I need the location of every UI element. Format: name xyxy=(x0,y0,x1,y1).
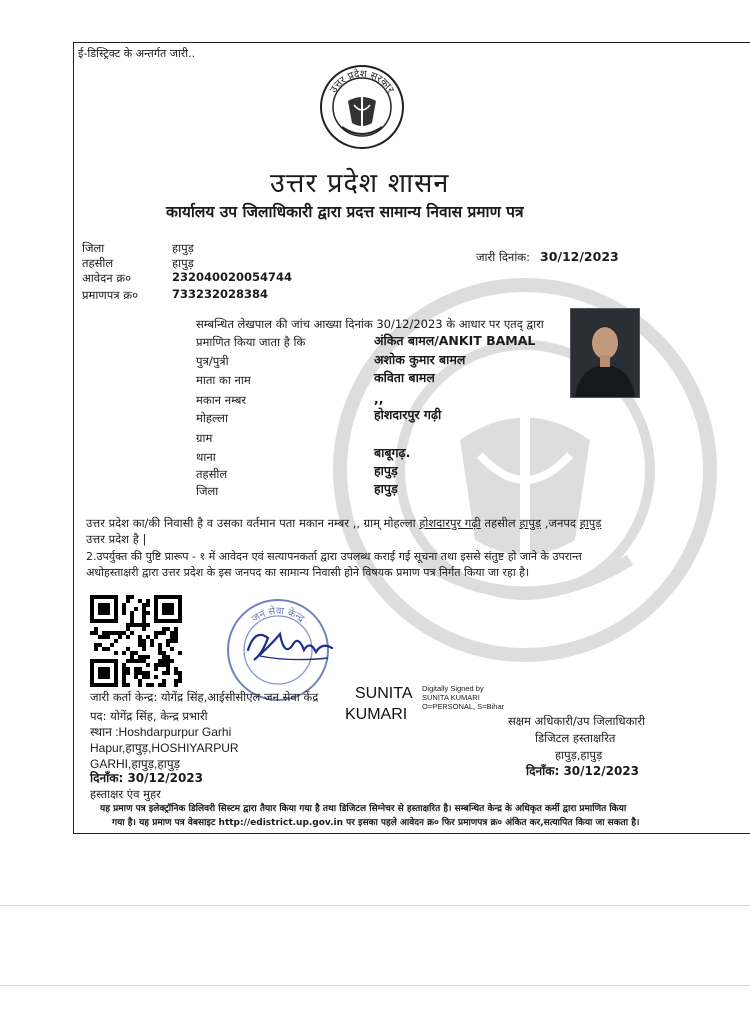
svg-text:उत्तर प्रदेश सरकार xyxy=(328,68,396,96)
applicant-photo xyxy=(570,308,640,398)
up-government-emblem xyxy=(318,63,406,151)
detail-label-parent: पुत्र/पुत्री xyxy=(196,354,229,368)
certificate-label: प्रमाणपत्र क्र० xyxy=(82,288,139,302)
digital-signer-name-1: SUNITA xyxy=(355,685,413,702)
stamp-text: जन सेवा केन्द्र xyxy=(250,605,306,625)
issuer-place-2: Hapur,हापुड़,HOSHIYARPUR xyxy=(90,741,239,755)
issuer-post: पद: योगेंद्र सिंह, केन्द्र प्रभारी xyxy=(90,709,208,723)
detail-label-police: थाना xyxy=(196,450,216,464)
intro-text: सम्बन्धित लेखपाल की जांच आख्या दिनांक 30/12/2023 के आधार पर एतद् द्वारा xyxy=(196,317,544,331)
handwritten-signature xyxy=(240,620,340,670)
issuer-place-3: GARHI,हापुड़,हापुड़ xyxy=(90,757,181,771)
detail-label-district: जिला xyxy=(196,484,219,498)
issue-date-value: 30/12/2023 xyxy=(540,249,619,264)
district-label: जिला xyxy=(82,241,105,255)
footer-line-1: यह प्रमाण पत्र इलेक्ट्रॉनिक डिलिवरी सिस्टम द्वारा तैयार किया गया है तथा डिजिटल सिग्नेचर से हस्ताक्षरित है। सम्बन्धित केन्द्र के अधिकृत कर्मी द्वारा प्रमाणित किया xyxy=(100,804,627,814)
detail-label-name: प्रमाणित किया जाता है कि xyxy=(196,335,306,349)
detail-label-mohalla: मोहल्ला xyxy=(196,411,228,425)
authority-date: दिनाँक: 30/12/2023 xyxy=(526,764,640,778)
certificate-value: 733232028384 xyxy=(172,287,269,301)
detail-label-village: ग्राम xyxy=(196,431,213,445)
application-label: आवेदन क्र० xyxy=(82,271,132,285)
issuer-date: दिनाँक: 30/12/2023 xyxy=(90,771,204,785)
header-note: ई-डिस्ट्रिक्ट के अन्तर्गत जारी.. xyxy=(78,47,196,60)
tehsil-value: हापुड़ xyxy=(172,256,194,270)
authority-signed: डिजिटल हस्ताक्षरित xyxy=(535,731,616,745)
authority-location: हापुड़,हापुड़ xyxy=(555,748,603,762)
page-title: उत्तर प्रदेश शासन xyxy=(270,168,450,199)
residence-line-1: उत्तर प्रदेश का/की निवासी है व उसका वर्तमान पता मकान नम्बर ,, ग्राम् मोहल्ला होशदारपुर गढ़ी तहसील हापुड़ ,जनपद हापुड़ xyxy=(86,516,602,530)
issuer-seal-label: हस्ताक्षर एंव मुहर xyxy=(90,787,161,801)
issue-date-label: जारी दिनांक: xyxy=(476,250,531,264)
detail-value-tehsil: हापुड़ xyxy=(374,463,398,478)
detail-value-district: हापुड़ xyxy=(374,481,398,496)
detail-value-mohalla: होशदारपुर गढ़ी xyxy=(374,407,442,422)
application-value: 232040020054744 xyxy=(172,270,293,284)
detail-value-parent: अशोक कुमार बामल xyxy=(374,352,466,367)
page-subtitle: कार्यालय उप जिलाधिकारी द्वारा प्रदत्त सामान्य निवास प्रमाण पत्र xyxy=(166,203,524,221)
detail-label-house: मकान नम्बर xyxy=(196,393,247,407)
detail-label-mother: माता का नाम xyxy=(196,373,251,387)
scan-line xyxy=(0,985,750,986)
tehsil-label: तहसील xyxy=(82,256,114,270)
detail-value-house: ,, xyxy=(374,391,384,406)
digital-sign-info-2: SUNITA KUMARI xyxy=(422,693,480,702)
issuer-place-1: स्थान :Hoshdarpurpur Garhi xyxy=(90,725,232,739)
issuer-center: जारी कर्ता केन्द्र: योगेंद्र सिंह,आईसीसीएल जन सेवा केंद्र xyxy=(90,690,319,704)
residence-line-4: अधोहस्ताक्षरी द्वारा उत्तर प्रदेश के इस जनपद का सामान्य निवासी होने विषयक प्रमाण पत्र निर्गत किया जा रहा है। xyxy=(86,566,530,579)
residence-line-3: 2.उपर्युक्त की पुष्टि प्रारूप - १ में आवेदन एवं सत्यापनकर्ता द्वारा उपलब्ध कराई गई सूचना तथा इससे संतुष्ट हो जाने के उपरान्त xyxy=(86,550,582,563)
digital-signer-name-2: KUMARI xyxy=(345,706,408,723)
authority-title: सक्षम अधिकारी/उप जिलाधिकारी xyxy=(508,714,646,728)
district-value: हापुड़ xyxy=(172,241,194,255)
detail-value-police: बाबूगढ़. xyxy=(374,445,411,460)
detail-value-name: अंकित बामल/ANKIT BAMAL xyxy=(374,333,536,348)
residence-line-2: उत्तर प्रदेश है | xyxy=(86,532,147,546)
footer-line-2: गया है। यह प्रमाण पत्र वेबसाइट http://edistrict.up.gov.in पर इसका पहले आवेदन क्र० फिर प्रमाणपत्र क्र० अंकित कर,सत्यापित किया जा सकता है। xyxy=(112,818,640,828)
digital-sign-info-3: O=PERSONAL, S=Bihar xyxy=(422,702,505,711)
digital-sign-info-1: Digitally Signed by xyxy=(422,684,484,693)
emblem-text: उत्तर प्रदेश सरकार xyxy=(328,68,396,95)
detail-value-mother: कविता बामल xyxy=(374,370,435,385)
scan-line xyxy=(0,905,750,906)
qr-code xyxy=(90,595,182,687)
detail-label-tehsil: तहसील xyxy=(196,467,228,481)
